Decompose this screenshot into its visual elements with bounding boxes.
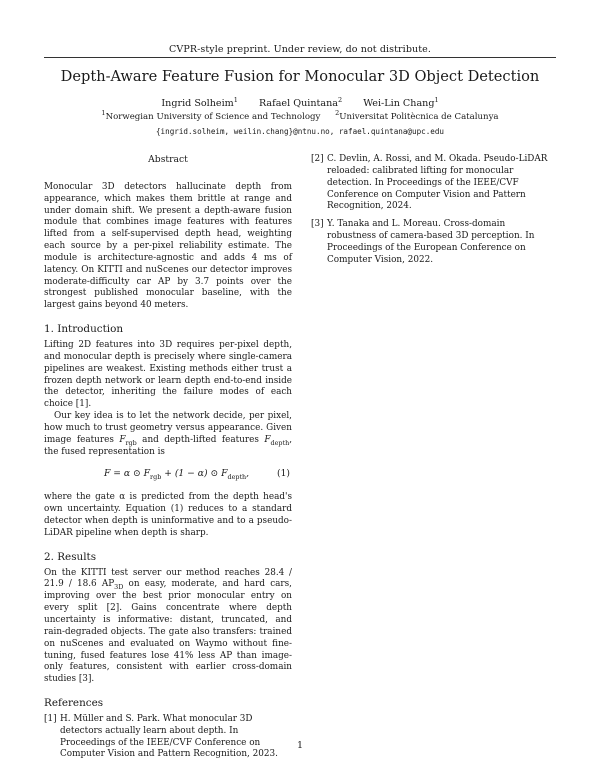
references-heading: References xyxy=(44,697,104,710)
reference-item xyxy=(311,154,556,213)
author-emails: {ingrid.solheim, weilin.chang}@ntnu.no, rafael.quintana@upc.edu xyxy=(155,127,445,136)
reference-text: Y. Tanaka and L. Moreau. Cross-domain robustness of camera-based 3D perception. In Proceedings of the European Conference on Computer Vision, 2022. xyxy=(327,219,535,265)
reference-number: [2] xyxy=(311,154,324,164)
abstract-text: Monocular 3D detectors hallucinate depth from appearance, which makes them brittle at range and under domain shift. We present a depth-aware fusion module that combines image features with features lifted from a self-supervised depth head, weighting each source by a per-pixel reliability estimate. The module is architecture-agnostic and adds 4 ms of latency. On KITTI and nuScenes our detector improves moderate-difficulty car AP by 3.7 points over the strongest published monocular baseline, with the largest gains beyond 40 meters. xyxy=(44,181,292,311)
left-column xyxy=(44,154,292,767)
section-heading-results: 2. Results xyxy=(44,550,97,563)
reference-item xyxy=(311,219,556,266)
paper-title: Depth-Aware Feature Fusion for Monocular 3D Object Detection xyxy=(60,68,540,85)
reference-text: H. Müller and S. Park. What monocular 3D detectors actually learn about depth. In Proceedings of the IEEE/CVF Conference on Computer Vision and Pattern Recognition, 2023. xyxy=(60,713,278,760)
author: Ingrid Solheim$^1$ xyxy=(161,95,238,109)
abstract-heading: Abstract xyxy=(148,154,188,165)
section-heading-introduction: 1. Introduction xyxy=(44,323,124,336)
author: Wei-Lin Chang$^1$ xyxy=(363,95,439,109)
reference-number: [3] xyxy=(311,219,324,230)
intro-paragraph-2: Our key idea is to let the network decide, per pixel, how much to trust geometry versus appearance. Given image features $F_{rgb}$ and depth-lifted features $F_{depth}$, the fused representation is xyxy=(44,411,292,457)
equation-body: F = α ⊙ $F_{rgb} + (1 - \alpha)$ ⊙ $F_{depth}$, xyxy=(104,468,250,482)
reference-text: C. Devlin, A. Rossi, and M. Okada. Pseudo-LiDAR reloaded: calibrated lifting for monocular detection. In Proceedings of the IEEE/CVF Conference on Computer Vision and Pattern Recognition, 2024. xyxy=(327,154,548,212)
author-list xyxy=(0,95,600,109)
affiliation: $^2$Universitat Politècnica de Catalunya xyxy=(335,109,499,122)
reference-item xyxy=(44,714,292,761)
equation-number: (1) xyxy=(276,468,290,480)
author: Rafael Quintana$^2$ xyxy=(258,95,343,109)
intro-paragraph-3: where the gate α is predicted from the depth head's own uncertainty. Equation (1) reduces to a standard detector when depth is uninformative and to a pseudo-LiDAR pipeline when depth is sharp. xyxy=(44,492,292,538)
affiliation: $^1$Norwegian University of Science and Technology xyxy=(101,109,321,122)
intro-paragraph-1: Lifting 2D features into 3D requires per-pixel depth, and monocular depth is precisely where single-camera pipelines are weakest. Existing methods either trust a frozen depth network or learn depth end-to-end inside the detector, inheriting the failure modes of each choice [1]. xyxy=(44,339,292,410)
results-paragraph: On the KITTI test server our method reaches 28.4 / 21.9 / 18.6 $AP_{3D}$ on easy, moderate, and hard cars, improving over the best prior monocular entry on every split [2]. Gains concentrate where depth uncertainty is informative: distant, truncated, and rain-degraded objects. The gate also transfers: trained on nuScenes and evaluated on Waymo without fine-tuning, fused features lose 41% less AP than image-only features, consistent with earlier cross-domain studies [3]. xyxy=(44,567,292,685)
header-note: CVPR-style preprint. Under review, do not distribute. xyxy=(169,44,431,55)
right-column xyxy=(311,154,556,273)
equation-1 xyxy=(44,468,292,480)
reference-number: [1] xyxy=(44,713,57,724)
affiliation-list xyxy=(0,109,600,122)
header-rule xyxy=(44,57,556,58)
page-number: 1 xyxy=(296,740,304,751)
